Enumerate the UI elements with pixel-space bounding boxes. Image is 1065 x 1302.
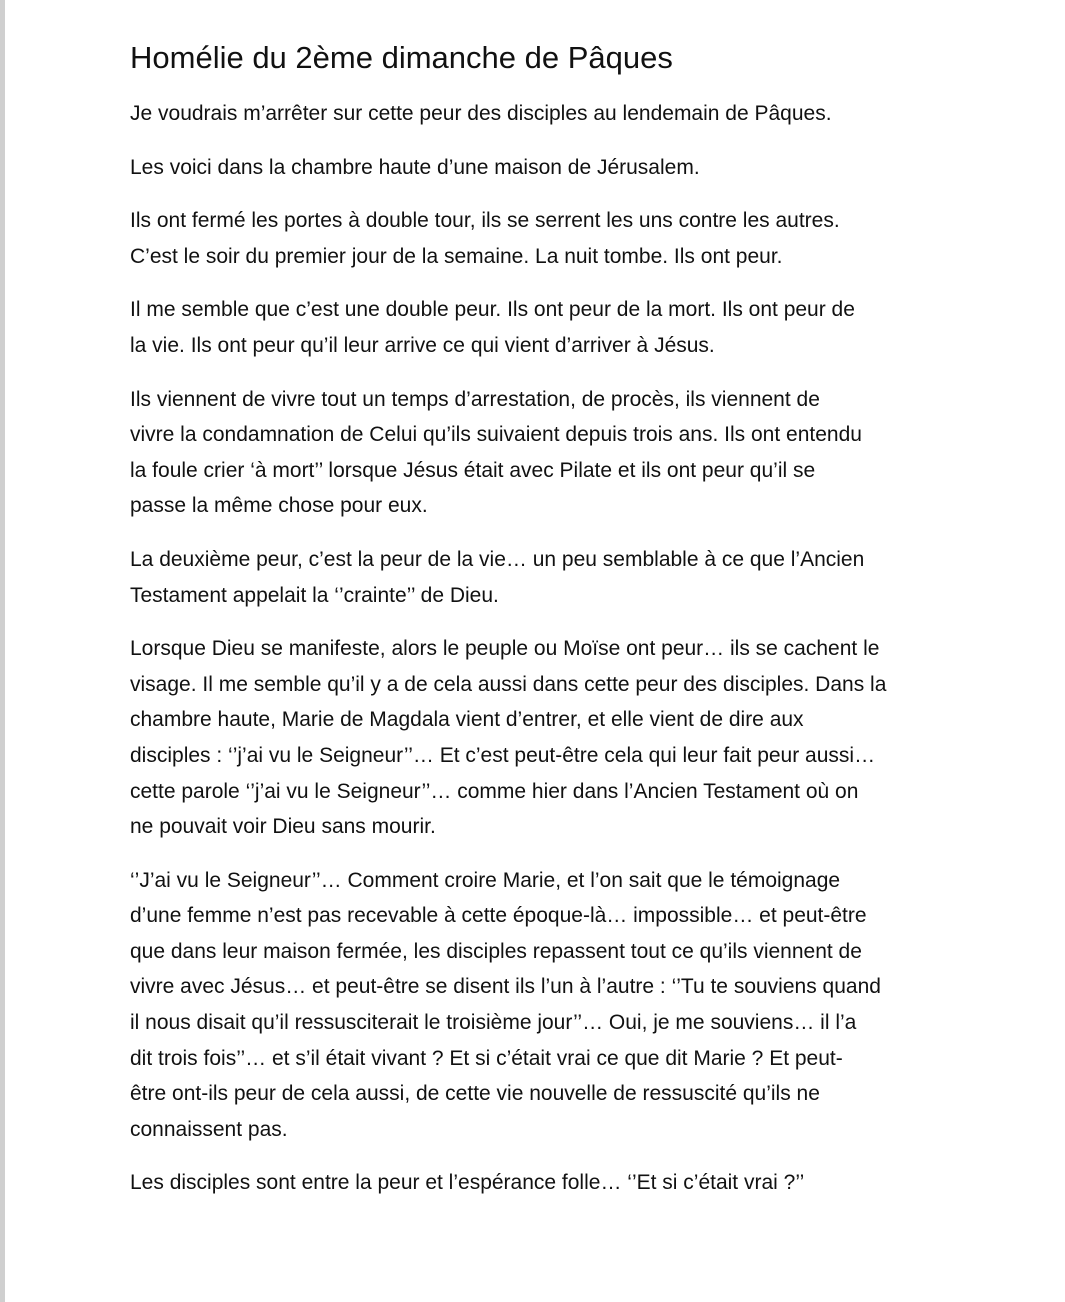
paragraph-4: Il me semble que c’est une double peur. Ils ont peur de la mort. Ils ont peur de la vie. Ils ont peur qu’il leur arrive ce qui vient d’arriver à Jésus. <box>130 298 855 357</box>
paragraph-6: La deuxième peur, c’est la peur de la vie… un peu semblable à ce que l’Ancien Testament appelait la ‘’crainte’’ de Dieu. <box>130 547 865 607</box>
document-page <box>130 38 970 1219</box>
paragraph-7: Lorsque Dieu se manifeste, alors le peuple ou Moïse ont peur… ils se cachent le visage. Il me semble qu’il y a de cela aussi dans cette peur des disciples. Dans la chambre haute, Marie de Magdala vient d’entrer, et elle vient de dire aux disciples : ‘’j’ai vu le Seigneur’’… Et c’est peut-être cela qui leur fait peur aussi… cette parole ‘’j’ai vu le Seigneur’’… comme hier dans l’Ancien Testament où on ne pouvait voir Dieu sans mourir. <box>130 637 887 839</box>
paragraph-3: Ils ont fermé les portes à double tour, ils se serrent les uns contre les autres. C’est le soir du premier jour de la semaine. La nuit tombe. Ils ont peur. <box>130 209 840 268</box>
paragraph-9: Les disciples sont entre la peur et l’espérance folle… ‘’Et si c’était vrai ?’’ <box>130 1171 805 1195</box>
paragraph-2: Les voici dans la chambre haute d’une maison de Jérusalem. <box>130 155 700 179</box>
paragraph-1: Je voudrais m’arrêter sur cette peur des disciples au lendemain de Pâques. <box>130 102 832 125</box>
paragraph-8: ‘’J’ai vu le Seigneur’’… Comment croire Marie, et l’on sait que le témoignage d’une femme n’est pas recevable à cette époque-là… impossible… et peut-être que dans leur maison fermée, les disciples repassent tout ce qu’ils viennent de vivre avec Jésus… et peut-être se disent ils l’un à l’autre : ‘’Tu te souviens quand il nous disait qu’il ressusciterait le troisième jour’’… Oui, je me souviens… il l’a dit trois fois’’… et s’il était vivant ? Et si c’était vrai ce que dit Marie ? Et peut- être ont-ils peur de cela aussi, de cette vie nouvelle de ressuscité qu’ils ne connaissent pas. <box>130 868 881 1141</box>
document-title: Homélie du 2ème dimanche de Pâques <box>130 40 673 75</box>
page-left-edge <box>0 0 5 1302</box>
paragraph-5: Ils viennent de vivre tout un temps d’arrestation, de procès, ils viennent de vivre la condamnation de Celui qu’ils suivaient depuis trois ans. Ils ont entendu la foule crier ‘à mort’’ lorsque Jésus était avec Pilate et ils ont peur qu’il se passe la même chose pour eux. <box>130 387 862 518</box>
